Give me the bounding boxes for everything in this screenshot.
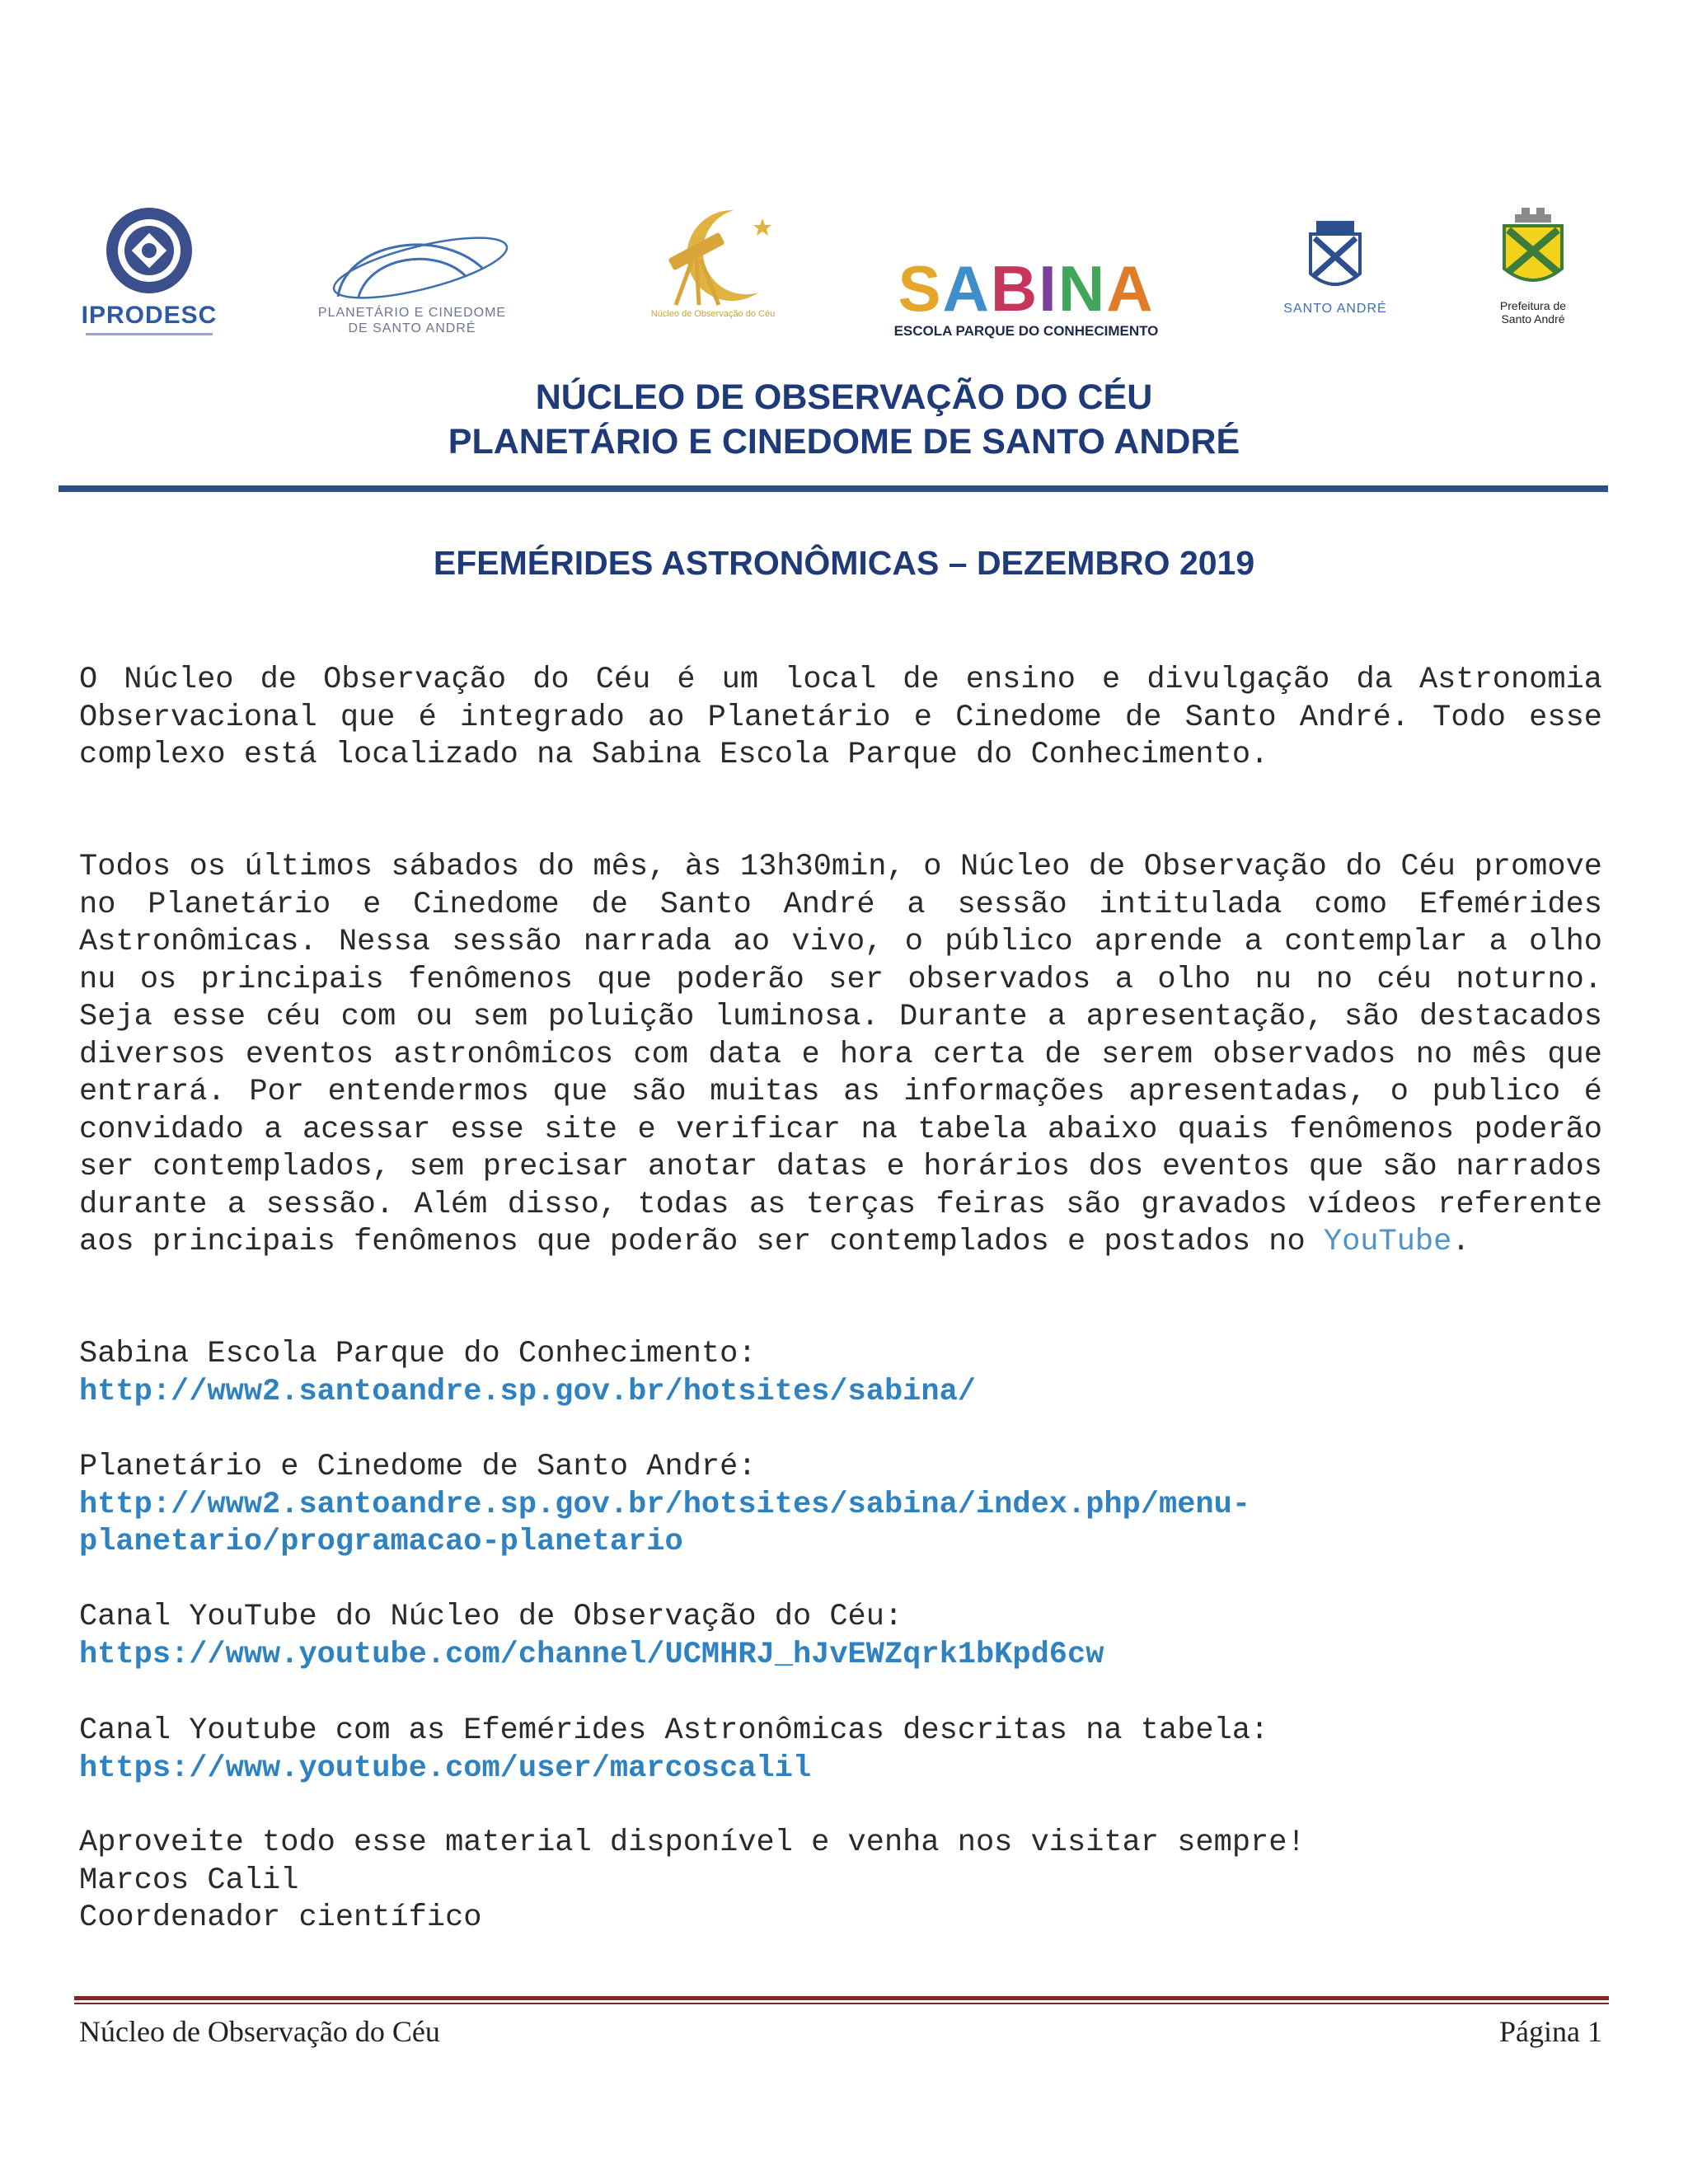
iprodesc-name: IPRODESC xyxy=(81,302,218,329)
sabina-letter: S xyxy=(898,252,943,325)
sabina-caption: ESCOLA PARQUE DO CONHECIMENTO xyxy=(893,323,1159,339)
sabina-link[interactable]: http://www2.santoandre.sp.gov.br/hotsites/sabina/ xyxy=(79,1374,976,1409)
planetario-link-line1[interactable]: http://www2.santoandre.sp.gov.br/hotsites/sabina/index.php/menu- xyxy=(79,1487,1251,1522)
session-paragraph-text: Todos os últimos sábados do mês, às 13h30min, o Núcleo de Observação do Céu promove no Planetário e Cinedome de Santo André a sessão intitulada como Efemérides Astronômicas. Nessa sessão narrada ao vivo, o público aprende a contemplar a olho nu os principais fenômenos que poderão ser observados a olho nu no céu noturno. Seja esse céu com ou sem poluição luminosa. Durante a apresentação, são destacados diversos eventos astronômicos com data e hora certa de serem observados no mês que entrará. Por entendermos que são muitas as informações apresentadas, o publico é convidado a acessar esse site e verificar na tabela abaixo quais fenômenos poderão ser contemplados, sem precisar anotar datas e horários dos eventos que são narrados durante a sessão. Além disso, todas as terças feiras são gravados vídeos referente aos principais fenômenos que poderão ser contemplados e postados no xyxy=(79,850,1602,1259)
signature-role: Coordenador científico xyxy=(79,1900,482,1935)
sabina-label: Sabina Escola Parque do Conhecimento: xyxy=(79,1337,757,1371)
planetario-dome-icon xyxy=(313,218,511,301)
page-number: Página 1 xyxy=(1499,2015,1602,2048)
intro-paragraph-container xyxy=(79,662,1602,775)
closing-block xyxy=(79,1825,1602,1938)
planetario-caption xyxy=(313,305,511,336)
header-line-2: PLANETÁRIO E CINEDOME DE SANTO ANDRÉ xyxy=(448,422,1240,462)
logo-strip xyxy=(0,0,1688,363)
sabina-letter: A xyxy=(942,252,991,325)
sabina-wordmark xyxy=(878,252,1175,325)
footer-title: Núcleo de Observação do Céu xyxy=(79,2015,440,2048)
santo-andre-logo xyxy=(1273,216,1397,331)
footer-divider xyxy=(74,1996,1609,2000)
header-line-1: NÚCLEO DE OBSERVAÇÃO DO CÉU xyxy=(535,377,1153,417)
sabina-block xyxy=(79,1336,1602,1411)
sabina-letter: N xyxy=(1057,252,1107,325)
iprodesc-tagline-line xyxy=(86,333,213,335)
youtube-link[interactable]: YouTube xyxy=(1323,1225,1452,1259)
page-title: EFEMÉRIDES ASTRONÔMICAS – DEZEMBRO 2019 xyxy=(433,544,1255,582)
santo-andre-crest-icon xyxy=(1273,216,1397,298)
canal-efemerides-label: Canal Youtube com as Efemérides Astronômicas descritas na tabela: xyxy=(79,1713,1269,1748)
sabina-letter: A xyxy=(1106,252,1155,325)
prefeitura-crest-icon xyxy=(1484,204,1582,295)
canal-nucleo-block xyxy=(79,1599,1602,1674)
footer-divider-thin xyxy=(74,2003,1609,2004)
iprodesc-logo xyxy=(79,204,219,344)
planetario-link-line2[interactable]: planetario/programacao-planetario xyxy=(79,1525,683,1559)
canal-efemerides-block xyxy=(79,1713,1602,1788)
planetario-caption-line1: PLANETÁRIO E CINEDOME xyxy=(317,306,507,320)
prefeitura-caption-line2: Santo André xyxy=(1501,312,1565,326)
planetario-block xyxy=(79,1449,1602,1562)
closing-text: Aproveite todo esse material disponível e venha nos visitar sempre! xyxy=(79,1825,1306,1860)
header-divider xyxy=(59,485,1608,492)
intro-paragraph: O Núcleo de Observação do Céu é um local de ensino e divulgação da Astronomia Observacional que é integrado ao Planetário e Cinedome de Santo André. Todo esse complexo está localizado na Sabina Escola Parque do Conhecimento. xyxy=(79,663,1602,772)
session-paragraph xyxy=(79,849,1602,1262)
canal-efemerides-link[interactable]: https://www.youtube.com/user/marcoscalil xyxy=(79,1750,812,1786)
signature-name: Marcos Calil xyxy=(79,1863,299,1898)
canal-nucleo-label: Canal YouTube do Núcleo de Observação do Céu: xyxy=(79,1600,903,1634)
iprodesc-emblem-icon xyxy=(79,204,219,302)
sabina-logo xyxy=(878,247,1175,346)
sabina-letter: I xyxy=(1039,252,1058,325)
planetario-label: Planetário e Cinedome de Santo André: xyxy=(79,1450,757,1484)
planetario-caption-line2: DE SANTO ANDRÉ xyxy=(348,321,476,335)
canal-nucleo-link[interactable]: https://www.youtube.com/channel/UCMHRJ_hJvEWZqrk1bKpd6cw xyxy=(79,1637,1104,1672)
nucleo-logo xyxy=(635,202,791,334)
session-paragraph-end: . xyxy=(1451,1225,1470,1259)
telescope-moon-icon xyxy=(635,202,791,309)
prefeitura-caption xyxy=(1484,299,1582,326)
sabina-letter: B xyxy=(990,252,1039,325)
prefeitura-caption-line1: Prefeitura de xyxy=(1499,299,1567,312)
prefeitura-logo xyxy=(1484,204,1582,344)
session-paragraph-container xyxy=(79,849,1602,1262)
nucleo-caption: Núcleo de Observação do Céu xyxy=(650,309,776,319)
planetario-logo xyxy=(313,218,511,342)
santo-andre-caption: SANTO ANDRÉ xyxy=(1283,302,1387,316)
